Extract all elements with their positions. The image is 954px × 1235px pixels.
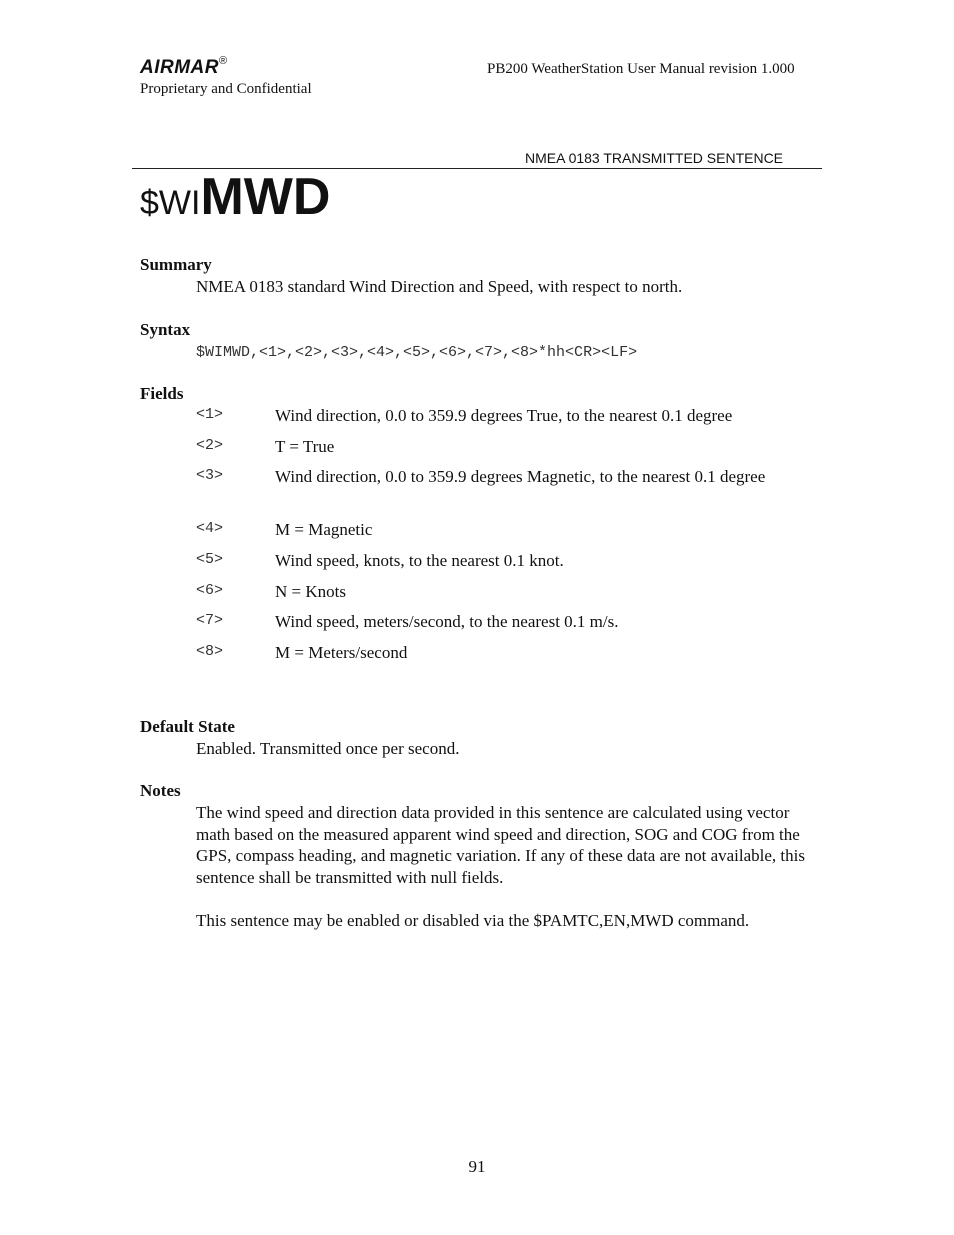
notes-title: Notes — [140, 781, 181, 800]
field-desc: Wind direction, 0.0 to 359.9 degrees Magnetic, to the nearest 0.1 degree — [275, 467, 766, 486]
notes-paragraph-1: The wind speed and direction data provided in this sentence are calculated using vector math based on the measured apparent wind speed and direction, SOG and COG from the GPS, compass heading, and magnetic variation. If any of these data are not available, this sentence shall be transmitted with null fields. — [196, 803, 805, 887]
manual-title: PB200 WeatherStation User Manual revision 1.000 — [487, 61, 795, 77]
default-state-text: Enabled. Transmitted once per second. — [196, 739, 460, 758]
default-state-title: Default State — [140, 717, 235, 736]
field-code: <7> — [196, 612, 224, 629]
heading-name: MWD — [200, 168, 331, 226]
syntax-text: $WIMWD,<1>,<2>,<3>,<4>,<5>,<6>,<7>,<8>*hh<CR><LF> — [196, 344, 638, 361]
field-code: <3> — [196, 467, 224, 484]
registered-mark: ® — [219, 55, 228, 67]
page-number: 91 — [468, 1157, 486, 1176]
summary-text: NMEA 0183 standard Wind Direction and Speed, with respect to north. — [196, 277, 683, 296]
confidential-label: Proprietary and Confidential — [140, 81, 312, 97]
brand-logo — [140, 57, 228, 79]
field-desc: Wind speed, knots, to the nearest 0.1 knot. — [275, 551, 564, 570]
section-label: NMEA 0183 TRANSMITTED SENTENCE — [525, 150, 784, 166]
field-code: <8> — [196, 643, 224, 660]
field-desc: T = True — [275, 437, 335, 456]
field-desc: N = Knots — [275, 582, 346, 601]
summary-title: Summary — [140, 255, 212, 274]
field-desc: M = Magnetic — [275, 520, 373, 539]
field-code: <4> — [196, 520, 224, 537]
field-desc: Wind speed, meters/second, to the nearest 0.1 m/s. — [275, 612, 619, 631]
field-desc: Wind direction, 0.0 to 359.9 degrees True, to the nearest 0.1 degree — [275, 406, 733, 425]
field-code: <6> — [196, 582, 224, 599]
field-code: <2> — [196, 437, 224, 454]
notes-paragraph-2: This sentence may be enabled or disabled via the $PAMTC,EN,MWD command. — [196, 911, 750, 930]
page-heading — [140, 168, 331, 226]
syntax-title: Syntax — [140, 320, 191, 339]
field-code: <1> — [196, 406, 224, 423]
field-desc: M = Meters/second — [275, 643, 408, 662]
brand-name: AIRMAR — [140, 57, 219, 78]
field-code: <5> — [196, 551, 224, 568]
heading-prefix: $WI — [140, 184, 201, 222]
fields-title: Fields — [140, 384, 184, 403]
